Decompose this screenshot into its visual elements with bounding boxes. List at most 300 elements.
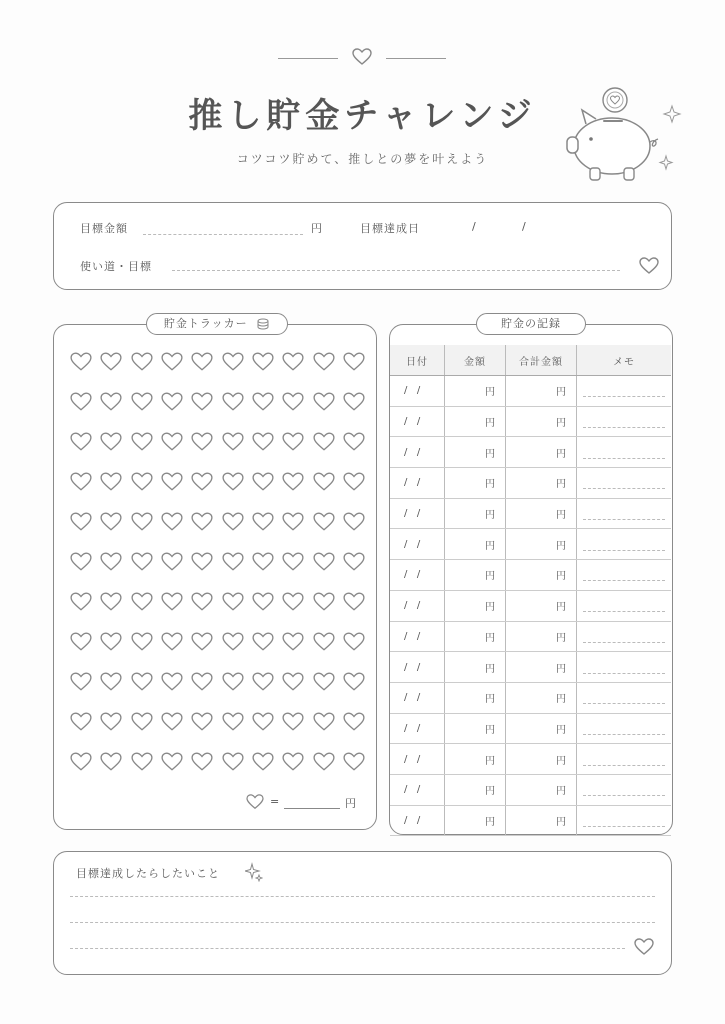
heart-row bbox=[66, 432, 371, 472]
memo-line bbox=[583, 446, 665, 459]
record-memo-cell[interactable] bbox=[577, 682, 672, 713]
heart-icon bbox=[313, 392, 335, 412]
record-total-cell[interactable] bbox=[506, 652, 577, 683]
record-total-unit: 円 bbox=[556, 387, 566, 399]
tracker-heart[interactable] bbox=[127, 552, 157, 592]
heart-grid bbox=[66, 352, 371, 792]
tracker-heart[interactable] bbox=[66, 592, 96, 632]
tracker-heart[interactable] bbox=[187, 752, 217, 792]
heart-icon bbox=[282, 632, 304, 652]
tracker-heart[interactable] bbox=[187, 552, 217, 592]
heart-icon bbox=[161, 592, 183, 612]
record-date-cell[interactable] bbox=[390, 713, 445, 744]
record-row bbox=[390, 744, 671, 775]
deco-line-left bbox=[278, 58, 338, 59]
heart-icon bbox=[222, 712, 244, 732]
record-amount-cell[interactable] bbox=[445, 805, 506, 836]
memo-line bbox=[583, 599, 665, 612]
record-date-cell[interactable] bbox=[390, 774, 445, 805]
tracker-heart[interactable] bbox=[308, 512, 338, 552]
heart-icon bbox=[70, 672, 92, 692]
record-header-row bbox=[390, 345, 671, 376]
memo-line bbox=[583, 753, 665, 766]
heart-icon bbox=[100, 432, 122, 452]
record-total-unit: 円 bbox=[556, 632, 566, 644]
tracker-heart[interactable] bbox=[217, 432, 247, 472]
tracker-heart[interactable] bbox=[248, 352, 278, 392]
tracker-heart[interactable] bbox=[187, 472, 217, 512]
record-amount-cell[interactable] bbox=[445, 560, 506, 591]
heart-icon bbox=[634, 938, 654, 956]
record-amount-unit: 円 bbox=[485, 724, 495, 736]
tracker-heart[interactable] bbox=[339, 472, 369, 512]
heart-icon bbox=[282, 672, 304, 692]
record-date-placeholder: / / bbox=[404, 753, 421, 765]
memo-line bbox=[583, 415, 665, 428]
record-amount-cell[interactable] bbox=[445, 621, 506, 652]
tracker-heart[interactable] bbox=[308, 352, 338, 392]
tracker-heart[interactable] bbox=[278, 632, 308, 672]
record-row bbox=[390, 560, 671, 591]
tracker-heart[interactable] bbox=[127, 632, 157, 672]
tracker-heart[interactable] bbox=[278, 472, 308, 512]
tracker-heart[interactable] bbox=[217, 632, 247, 672]
heart-icon bbox=[313, 592, 335, 612]
record-date-cell[interactable] bbox=[390, 437, 445, 468]
record-date-cell[interactable] bbox=[390, 590, 445, 621]
heart-icon bbox=[70, 632, 92, 652]
tracker-heart[interactable] bbox=[66, 472, 96, 512]
memo-line bbox=[583, 814, 665, 827]
record-total-cell[interactable] bbox=[506, 621, 577, 652]
memo-line bbox=[583, 384, 665, 397]
heart-icon bbox=[191, 752, 213, 772]
tracker-heart[interactable] bbox=[248, 512, 278, 552]
record-amount-unit: 円 bbox=[485, 786, 495, 798]
tracker-heart[interactable] bbox=[127, 392, 157, 432]
tracker-heart[interactable] bbox=[339, 752, 369, 792]
tracker-heart[interactable] bbox=[66, 552, 96, 592]
goal-amount-label: 目標金額 bbox=[80, 222, 128, 235]
tracker-heart[interactable] bbox=[278, 592, 308, 632]
record-total-cell[interactable] bbox=[506, 529, 577, 560]
heart-icon bbox=[131, 352, 153, 372]
tracker-heart[interactable] bbox=[278, 752, 308, 792]
tracker-heart[interactable] bbox=[157, 392, 187, 432]
tracker-heart[interactable] bbox=[308, 632, 338, 672]
heart-icon bbox=[191, 392, 213, 412]
record-memo-cell[interactable] bbox=[577, 406, 672, 437]
record-amount-cell[interactable] bbox=[445, 498, 506, 529]
record-total-cell[interactable] bbox=[506, 744, 577, 775]
tracker-heart[interactable] bbox=[96, 632, 126, 672]
heart-icon bbox=[191, 472, 213, 492]
tracker-heart[interactable] bbox=[127, 712, 157, 752]
record-amount-unit: 円 bbox=[485, 448, 495, 460]
record-row bbox=[390, 376, 671, 407]
record-date-cell[interactable] bbox=[390, 805, 445, 836]
memo-line bbox=[583, 691, 665, 704]
heart-icon bbox=[191, 432, 213, 452]
tracker-heart[interactable] bbox=[248, 592, 278, 632]
tracker-heart[interactable] bbox=[278, 552, 308, 592]
heart-icon bbox=[191, 512, 213, 532]
tracker-heart[interactable] bbox=[157, 472, 187, 512]
record-total-unit: 円 bbox=[556, 663, 566, 675]
record-date-cell[interactable] bbox=[390, 376, 445, 407]
record-row bbox=[390, 652, 671, 683]
heart-icon bbox=[252, 752, 274, 772]
tracker-heart[interactable] bbox=[157, 432, 187, 472]
tracker-heart[interactable] bbox=[127, 472, 157, 512]
record-amount-cell[interactable] bbox=[445, 774, 506, 805]
record-amount-unit: 円 bbox=[485, 540, 495, 552]
record-date-cell[interactable] bbox=[390, 621, 445, 652]
record-date-cell[interactable] bbox=[390, 468, 445, 499]
record-row bbox=[390, 529, 671, 560]
tracker-heart[interactable] bbox=[96, 552, 126, 592]
tracker-heart[interactable] bbox=[278, 392, 308, 432]
tracker-heart[interactable] bbox=[217, 592, 247, 632]
record-amount-cell[interactable] bbox=[445, 437, 506, 468]
record-date-cell[interactable] bbox=[390, 652, 445, 683]
goal-date-sep-2: / bbox=[522, 220, 527, 233]
record-amount-cell[interactable] bbox=[445, 376, 506, 407]
tracker-heart[interactable] bbox=[96, 472, 126, 512]
record-row bbox=[390, 713, 671, 744]
heart-icon bbox=[252, 672, 274, 692]
deco-line-right bbox=[386, 58, 446, 59]
tracker-heart[interactable] bbox=[217, 352, 247, 392]
piggy-bank-icon bbox=[560, 84, 690, 184]
tracker-heart[interactable] bbox=[157, 672, 187, 712]
tracker-heart[interactable] bbox=[308, 672, 338, 712]
record-memo-cell[interactable] bbox=[577, 590, 672, 621]
tracker-heart[interactable] bbox=[339, 552, 369, 592]
record-total-unit: 円 bbox=[556, 694, 566, 706]
tracker-heart[interactable] bbox=[217, 552, 247, 592]
heart-icon bbox=[222, 752, 244, 772]
heart-icon bbox=[313, 472, 335, 492]
tracker-heart[interactable] bbox=[248, 472, 278, 512]
tracker-heart[interactable] bbox=[308, 752, 338, 792]
record-total-cell[interactable] bbox=[506, 376, 577, 407]
heart-icon bbox=[343, 352, 365, 372]
record-date-cell[interactable] bbox=[390, 406, 445, 437]
record-total-cell[interactable] bbox=[506, 468, 577, 499]
tracker-heart[interactable] bbox=[66, 672, 96, 712]
heart-icon bbox=[343, 432, 365, 452]
tracker-heart[interactable] bbox=[96, 712, 126, 752]
tracker-heart[interactable] bbox=[157, 752, 187, 792]
heart-icon bbox=[252, 632, 274, 652]
heart-icon bbox=[343, 712, 365, 732]
record-total-cell[interactable] bbox=[506, 590, 577, 621]
tracker-heart[interactable] bbox=[96, 752, 126, 792]
record-date-placeholder: / / bbox=[404, 508, 421, 520]
record-total-unit: 円 bbox=[556, 448, 566, 460]
tracker-heart[interactable] bbox=[217, 512, 247, 552]
tracker-heart[interactable] bbox=[66, 512, 96, 552]
record-memo-cell[interactable] bbox=[577, 498, 672, 529]
heart-row bbox=[66, 672, 371, 712]
record-memo-cell[interactable] bbox=[577, 805, 672, 836]
tracker-heart[interactable] bbox=[339, 512, 369, 552]
record-total-cell[interactable] bbox=[506, 774, 577, 805]
record-total-cell[interactable] bbox=[506, 682, 577, 713]
heart-icon bbox=[222, 432, 244, 452]
tracker-heart[interactable] bbox=[187, 512, 217, 552]
tracker-heart[interactable] bbox=[217, 392, 247, 432]
record-date-placeholder: / / bbox=[404, 416, 421, 428]
tracker-heart[interactable] bbox=[248, 552, 278, 592]
record-total-unit: 円 bbox=[556, 571, 566, 583]
tracker-heart[interactable] bbox=[187, 392, 217, 432]
record-date-cell[interactable] bbox=[390, 498, 445, 529]
tracker-heart[interactable] bbox=[278, 712, 308, 752]
heart-icon bbox=[100, 712, 122, 732]
record-date-placeholder: / / bbox=[404, 722, 421, 734]
wish-line-2[interactable] bbox=[70, 922, 655, 923]
record-title: 貯金の記録 bbox=[476, 313, 586, 335]
tracker-heart[interactable] bbox=[127, 512, 157, 552]
heart-row bbox=[66, 712, 371, 752]
record-total-cell[interactable] bbox=[506, 560, 577, 591]
heart-icon bbox=[161, 672, 183, 692]
heart-icon bbox=[282, 472, 304, 492]
record-total-unit: 円 bbox=[556, 510, 566, 522]
heart-icon bbox=[161, 432, 183, 452]
heart-icon bbox=[252, 512, 274, 532]
tracker-heart[interactable] bbox=[127, 352, 157, 392]
tracker-heart[interactable] bbox=[96, 432, 126, 472]
tracker-heart[interactable] bbox=[157, 352, 187, 392]
heart-icon bbox=[313, 512, 335, 532]
coin-stack-icon bbox=[256, 317, 270, 331]
tracker-heart[interactable] bbox=[96, 672, 126, 712]
heart-icon bbox=[252, 432, 274, 452]
tracker-heart[interactable] bbox=[248, 432, 278, 472]
tracker-heart[interactable] bbox=[157, 552, 187, 592]
tracker-heart[interactable] bbox=[217, 472, 247, 512]
tracker-heart[interactable] bbox=[66, 712, 96, 752]
heart-icon bbox=[131, 592, 153, 612]
heart-icon bbox=[282, 352, 304, 372]
record-memo-cell[interactable] bbox=[577, 774, 672, 805]
record-amount-cell[interactable] bbox=[445, 744, 506, 775]
record-amount-cell[interactable] bbox=[445, 713, 506, 744]
wish-line-1[interactable] bbox=[70, 896, 655, 897]
record-date-cell[interactable] bbox=[390, 682, 445, 713]
goal-amount-field[interactable] bbox=[143, 234, 303, 235]
heart-icon bbox=[161, 752, 183, 772]
heart-icon bbox=[131, 512, 153, 532]
header-total: 合計金額 bbox=[506, 345, 577, 376]
record-memo-cell[interactable] bbox=[577, 713, 672, 744]
tracker-heart[interactable] bbox=[127, 672, 157, 712]
record-date-placeholder: / / bbox=[404, 446, 421, 458]
heart-icon bbox=[222, 592, 244, 612]
memo-line bbox=[583, 783, 665, 796]
tracker-heart[interactable] bbox=[157, 632, 187, 672]
tracker-heart[interactable] bbox=[96, 592, 126, 632]
tracker-heart[interactable] bbox=[339, 392, 369, 432]
record-total-unit: 円 bbox=[556, 479, 566, 491]
tracker-heart[interactable] bbox=[308, 432, 338, 472]
tracker-heart[interactable] bbox=[217, 712, 247, 752]
record-amount-cell[interactable] bbox=[445, 682, 506, 713]
record-memo-cell[interactable] bbox=[577, 652, 672, 683]
tracker-heart[interactable] bbox=[66, 352, 96, 392]
wish-label: 目標達成したらしたいこと bbox=[76, 867, 220, 880]
tracker-heart[interactable] bbox=[278, 512, 308, 552]
heart-icon bbox=[161, 552, 183, 572]
tracker-heart[interactable] bbox=[248, 712, 278, 752]
wish-line-3[interactable] bbox=[70, 948, 625, 949]
heart-row bbox=[66, 552, 371, 592]
tracker-unit: 円 bbox=[345, 797, 357, 810]
record-date-cell[interactable] bbox=[390, 560, 445, 591]
heart-icon bbox=[191, 632, 213, 652]
record-total-cell[interactable] bbox=[506, 498, 577, 529]
record-total-unit: 円 bbox=[556, 755, 566, 767]
tracker-heart[interactable] bbox=[248, 632, 278, 672]
tracker-heart[interactable] bbox=[66, 392, 96, 432]
tracker-heart[interactable] bbox=[339, 672, 369, 712]
record-row bbox=[390, 805, 671, 836]
record-total-cell[interactable] bbox=[506, 805, 577, 836]
record-amount-unit: 円 bbox=[485, 571, 495, 583]
tracker-heart[interactable] bbox=[66, 632, 96, 672]
tracker-heart[interactable] bbox=[248, 672, 278, 712]
record-memo-cell[interactable] bbox=[577, 468, 672, 499]
tracker-heart[interactable] bbox=[278, 672, 308, 712]
record-memo-cell[interactable] bbox=[577, 376, 672, 407]
header-amount: 金額 bbox=[445, 345, 506, 376]
record-date-placeholder: / / bbox=[404, 477, 421, 489]
tracker-heart[interactable] bbox=[96, 352, 126, 392]
heart-icon bbox=[343, 632, 365, 652]
record-amount-unit: 円 bbox=[485, 510, 495, 522]
record-amount-unit: 円 bbox=[485, 632, 495, 644]
heart-icon bbox=[282, 432, 304, 452]
tracker-heart[interactable] bbox=[308, 712, 338, 752]
memo-line bbox=[583, 476, 665, 489]
tracker-heart[interactable] bbox=[308, 552, 338, 592]
tracker-value-field[interactable] bbox=[284, 808, 340, 809]
tracker-heart[interactable] bbox=[339, 632, 369, 672]
record-date-placeholder: / / bbox=[404, 784, 421, 796]
tracker-heart[interactable] bbox=[308, 392, 338, 432]
tracker-heart[interactable] bbox=[66, 752, 96, 792]
sparkle-icon bbox=[245, 862, 263, 882]
tracker-heart[interactable] bbox=[187, 712, 217, 752]
record-total-cell[interactable] bbox=[506, 713, 577, 744]
tracker-heart[interactable] bbox=[96, 392, 126, 432]
heart-icon bbox=[191, 352, 213, 372]
heart-icon bbox=[100, 512, 122, 532]
tracker-heart[interactable] bbox=[248, 392, 278, 432]
tracker-heart[interactable] bbox=[278, 432, 308, 472]
memo-line bbox=[583, 630, 665, 643]
heart-row bbox=[66, 592, 371, 632]
tracker-heart[interactable] bbox=[66, 432, 96, 472]
tracker-heart[interactable] bbox=[339, 712, 369, 752]
record-date-cell[interactable] bbox=[390, 744, 445, 775]
tracker-heart[interactable] bbox=[127, 432, 157, 472]
heart-icon bbox=[343, 472, 365, 492]
tracker-heart[interactable] bbox=[187, 632, 217, 672]
tracker-heart[interactable] bbox=[127, 592, 157, 632]
heart-icon bbox=[282, 392, 304, 412]
record-amount-cell[interactable] bbox=[445, 468, 506, 499]
tracker-heart[interactable] bbox=[339, 352, 369, 392]
record-memo-cell[interactable] bbox=[577, 529, 672, 560]
tracker-heart[interactable] bbox=[308, 472, 338, 512]
record-amount-cell[interactable] bbox=[445, 590, 506, 621]
record-amount-cell[interactable] bbox=[445, 406, 506, 437]
record-date-cell[interactable] bbox=[390, 529, 445, 560]
record-total-unit: 円 bbox=[556, 724, 566, 736]
record-amount-cell[interactable] bbox=[445, 529, 506, 560]
tracker-heart[interactable] bbox=[278, 352, 308, 392]
tracker-heart[interactable] bbox=[308, 592, 338, 632]
record-total-cell[interactable] bbox=[506, 437, 577, 468]
record-memo-cell[interactable] bbox=[577, 560, 672, 591]
record-total-cell[interactable] bbox=[506, 406, 577, 437]
tracker-heart[interactable] bbox=[187, 672, 217, 712]
heart-icon bbox=[222, 552, 244, 572]
tracker-heart[interactable] bbox=[187, 352, 217, 392]
heart-icon bbox=[343, 672, 365, 692]
heart-icon bbox=[313, 632, 335, 652]
record-memo-cell[interactable] bbox=[577, 437, 672, 468]
heart-icon bbox=[246, 794, 264, 810]
record-row bbox=[390, 406, 671, 437]
heart-icon bbox=[70, 352, 92, 372]
heart-icon bbox=[343, 552, 365, 572]
tracker-heart[interactable] bbox=[157, 592, 187, 632]
tracker-heart[interactable] bbox=[339, 432, 369, 472]
heart-icon bbox=[282, 552, 304, 572]
tracker-heart[interactable] bbox=[217, 752, 247, 792]
record-amount-unit: 円 bbox=[485, 816, 495, 828]
record-amount-cell[interactable] bbox=[445, 652, 506, 683]
heart-icon bbox=[100, 672, 122, 692]
tracker-heart[interactable] bbox=[157, 512, 187, 552]
tracker-heart[interactable] bbox=[339, 592, 369, 632]
record-row bbox=[390, 468, 671, 499]
record-memo-cell[interactable] bbox=[577, 744, 672, 775]
goal-purpose-field[interactable] bbox=[172, 270, 620, 271]
record-total-unit: 円 bbox=[556, 816, 566, 828]
tracker-heart[interactable] bbox=[187, 432, 217, 472]
tracker-heart[interactable] bbox=[187, 592, 217, 632]
record-memo-cell[interactable] bbox=[577, 621, 672, 652]
header-memo: メモ bbox=[577, 345, 672, 376]
heart-icon bbox=[191, 552, 213, 572]
record-total-unit: 円 bbox=[556, 786, 566, 798]
record-row bbox=[390, 621, 671, 652]
tracker-heart[interactable] bbox=[248, 752, 278, 792]
heart-icon bbox=[252, 592, 274, 612]
record-date-placeholder: / / bbox=[404, 630, 421, 642]
record-total-unit: 円 bbox=[556, 540, 566, 552]
tracker-heart[interactable] bbox=[127, 752, 157, 792]
tracker-heart[interactable] bbox=[217, 672, 247, 712]
tracker-heart[interactable] bbox=[96, 512, 126, 552]
tracker-heart[interactable] bbox=[157, 712, 187, 752]
